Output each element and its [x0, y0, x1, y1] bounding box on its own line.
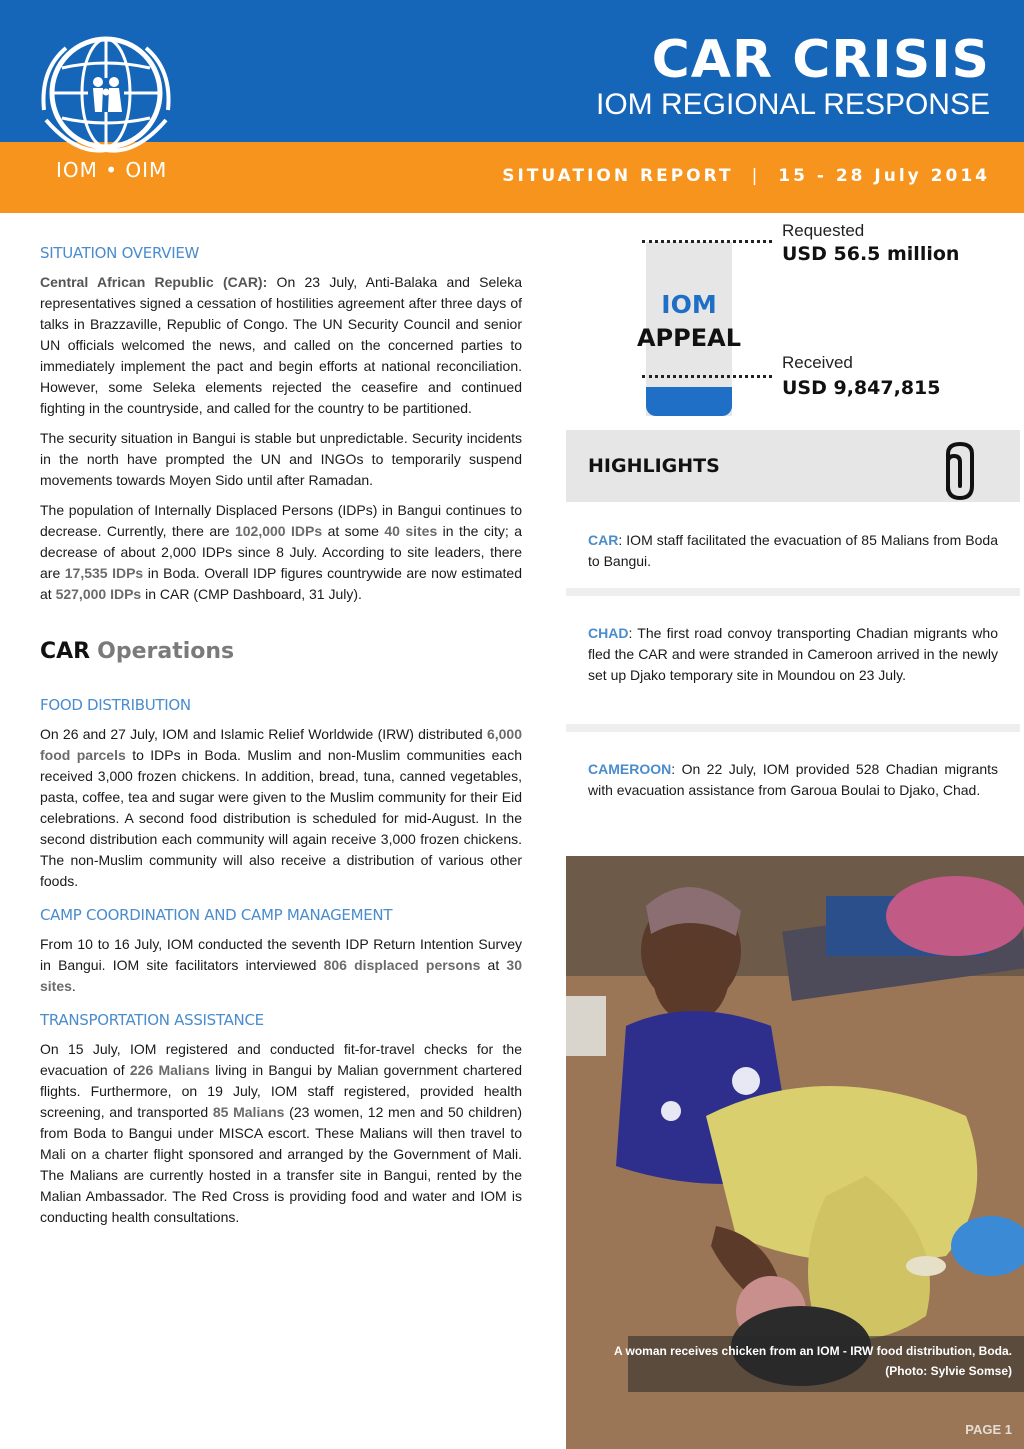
received-label: Received	[782, 353, 853, 372]
text-span: in the city; a decrease of about 2,000 IDPs since 8 July. According to site leaders, there are	[40, 523, 522, 581]
highlight-country: CHAD	[588, 625, 629, 641]
highlights-title: HIGHLIGHTS	[588, 455, 720, 477]
paperclip-icon	[938, 440, 982, 502]
text-span: living in Bangui by Malian government chartered flights. Furthermore, on 19 July, IOM staff registered, provided health screening, and transported	[40, 1062, 522, 1120]
appeal-funded-fill	[646, 387, 732, 416]
received-line	[642, 375, 772, 378]
report-label: SITUATION REPORT	[502, 166, 734, 186]
text-span: From 10 to 16 July, IOM conducted the seventh IDP Return Intention Survey in Bangui. IOM site facilitators interviewed	[40, 936, 522, 973]
highlight-figure: 40 sites	[384, 523, 438, 539]
overview-text-1: On 23 July, Anti-Balaka and Seleka representatives signed a cessation of hostilities agreement after three days of talks in Brazzaville, Republic of Congo. The UN Security Council and senior UN officials welcomed the news, and called on the concerned parties to immediately implement the pact and begin efforts at national reconciliation. However, some Seleka elements rejected the ceasefire and continued fighting in the countryside, and called for the country to be partitioned.	[40, 274, 522, 416]
text-span: in CAR (CMP Dashboard, 31 July).	[141, 586, 362, 602]
logo-text: IOM • OIM	[56, 158, 168, 182]
overview-lead: Central African Republic (CAR):	[40, 274, 268, 290]
highlight-figure: 6,000 food parcels	[40, 726, 522, 763]
photo-credit: (Photo: Sylvie Somse)	[885, 1364, 1012, 1378]
highlight-country: CAR	[588, 532, 619, 548]
highlight-figure: 30 sites	[40, 957, 522, 994]
text-span: to IDPs in Boda. Muslim and non-Muslim communities each received 3,000 frozen chickens. In addition, bread, tuna, canned vegetables, pasta, coffee, tea and sugar were given to the Muslim community for their Eid celebrations. A second food distribution is scheduled for mid-August. In the second distribution each community will again receive 3,000 frozen chickens. The non-Muslim community will also receive a distribution of various other foods.	[40, 747, 523, 889]
highlight-figure: 102,000 IDPs	[234, 523, 323, 539]
divider	[566, 588, 1020, 596]
highlight-figure: 527,000 IDPs	[55, 586, 142, 602]
text-span: The population of Internally Displaced Persons (IDPs) in Bangui continues to decrease. Currently, there are	[40, 502, 522, 539]
transport-paragraph	[40, 1039, 522, 1228]
page-number: PAGE 1	[965, 1422, 1012, 1437]
appeal-iom: IOM	[661, 290, 717, 319]
requested-line	[642, 240, 772, 243]
camp-paragraph	[40, 934, 522, 997]
text-span: (23 women, 12 men and 50 children) from Boda to Bangui under MISCA escort. These Malians will then travel to Mali on a charter flight sponsored and arranged by the Government of Mali. The Malians are currently hosted in a transfer site in Bangui, rented by the Malian Ambassador. The Red Cross is providing food and water and IOM is conducting health consultations.	[40, 1104, 522, 1225]
divider	[566, 724, 1020, 732]
photo-caption	[613, 1336, 1024, 1392]
report-separator: |	[751, 166, 761, 186]
operations-heading-country: CAR	[40, 639, 91, 664]
highlight-text: : The first road convoy transporting Chadian migrants who fled the CAR and were stranded in Cameroon arrived in the newly set up Djako temporary site in Moundou on 23 July.	[588, 625, 998, 683]
page-subtitle: IOM REGIONAL RESPONSE	[596, 88, 990, 121]
highlight-figure: 226 Malians	[129, 1062, 210, 1078]
overview-paragraph-3	[40, 500, 522, 605]
appeal-panel	[566, 218, 1024, 426]
food-heading: FOOD DISTRIBUTION	[40, 696, 191, 714]
overview-heading: SITUATION OVERVIEW	[40, 244, 200, 262]
highlight-item-chad	[566, 623, 1020, 686]
requested-value: USD 56.5 million	[782, 243, 960, 265]
highlight-country: CAMEROON	[588, 761, 672, 777]
food-paragraph	[40, 724, 522, 892]
operations-heading	[40, 639, 522, 664]
text-span: .	[71, 978, 76, 994]
overview-paragraph-1	[40, 272, 522, 419]
food-distribution-photo	[566, 856, 1024, 1449]
report-period	[502, 166, 990, 186]
main-column	[40, 244, 522, 1237]
text-span: in Boda. Overall IDP figures countrywide are now estimated at	[40, 565, 522, 602]
report-date: 15 - 28 July 2014	[778, 166, 990, 186]
highlight-text: : IOM staff facilitated the evacuation of 85 Malians from Boda to Bangui.	[588, 532, 998, 569]
highlight-item-cameroon	[566, 759, 1020, 801]
text-span: On 15 July, IOM registered and conducted fit-for-travel checks for the evacuation of	[40, 1041, 522, 1078]
transport-heading: TRANSPORTATION ASSISTANCE	[40, 1011, 264, 1029]
text-span: On 26 and 27 July, IOM and Islamic Relief Worldwide (IRW) distributed	[40, 726, 487, 742]
highlights-header	[566, 430, 1020, 502]
operations-heading-word: Operations	[97, 639, 235, 664]
requested-label: Requested	[782, 221, 865, 240]
highlight-text: : On 22 July, IOM provided 528 Chadian migrants with evacuation assistance from Garoua Boulai to Djako, Chad.	[588, 761, 998, 798]
text-span: at	[480, 957, 507, 973]
highlight-figure: 85 Malians	[212, 1104, 285, 1120]
highlight-figure: 806 displaced persons	[323, 957, 481, 973]
overview-paragraph-2: The security situation in Bangui is stable but unpredictable. Security incidents in the north have prompted the UN and INGOs to temporarily suspend movements towards Moyen Sido until after Ramadan.	[40, 430, 522, 488]
page-title: CAR CRISIS	[651, 30, 990, 90]
highlight-item-car	[566, 530, 1020, 572]
camp-heading: CAMP COORDINATION AND CAMP MANAGEMENT	[40, 906, 393, 924]
highlight-figure: 17,535 IDPs	[64, 565, 144, 581]
text-span: at some	[322, 523, 385, 539]
appeal-title: APPEAL	[636, 324, 741, 352]
received-value: USD 9,847,815	[782, 377, 941, 399]
caption-text: A woman receives chicken from an IOM - IRW food distribution, Boda.	[613, 1344, 1012, 1358]
